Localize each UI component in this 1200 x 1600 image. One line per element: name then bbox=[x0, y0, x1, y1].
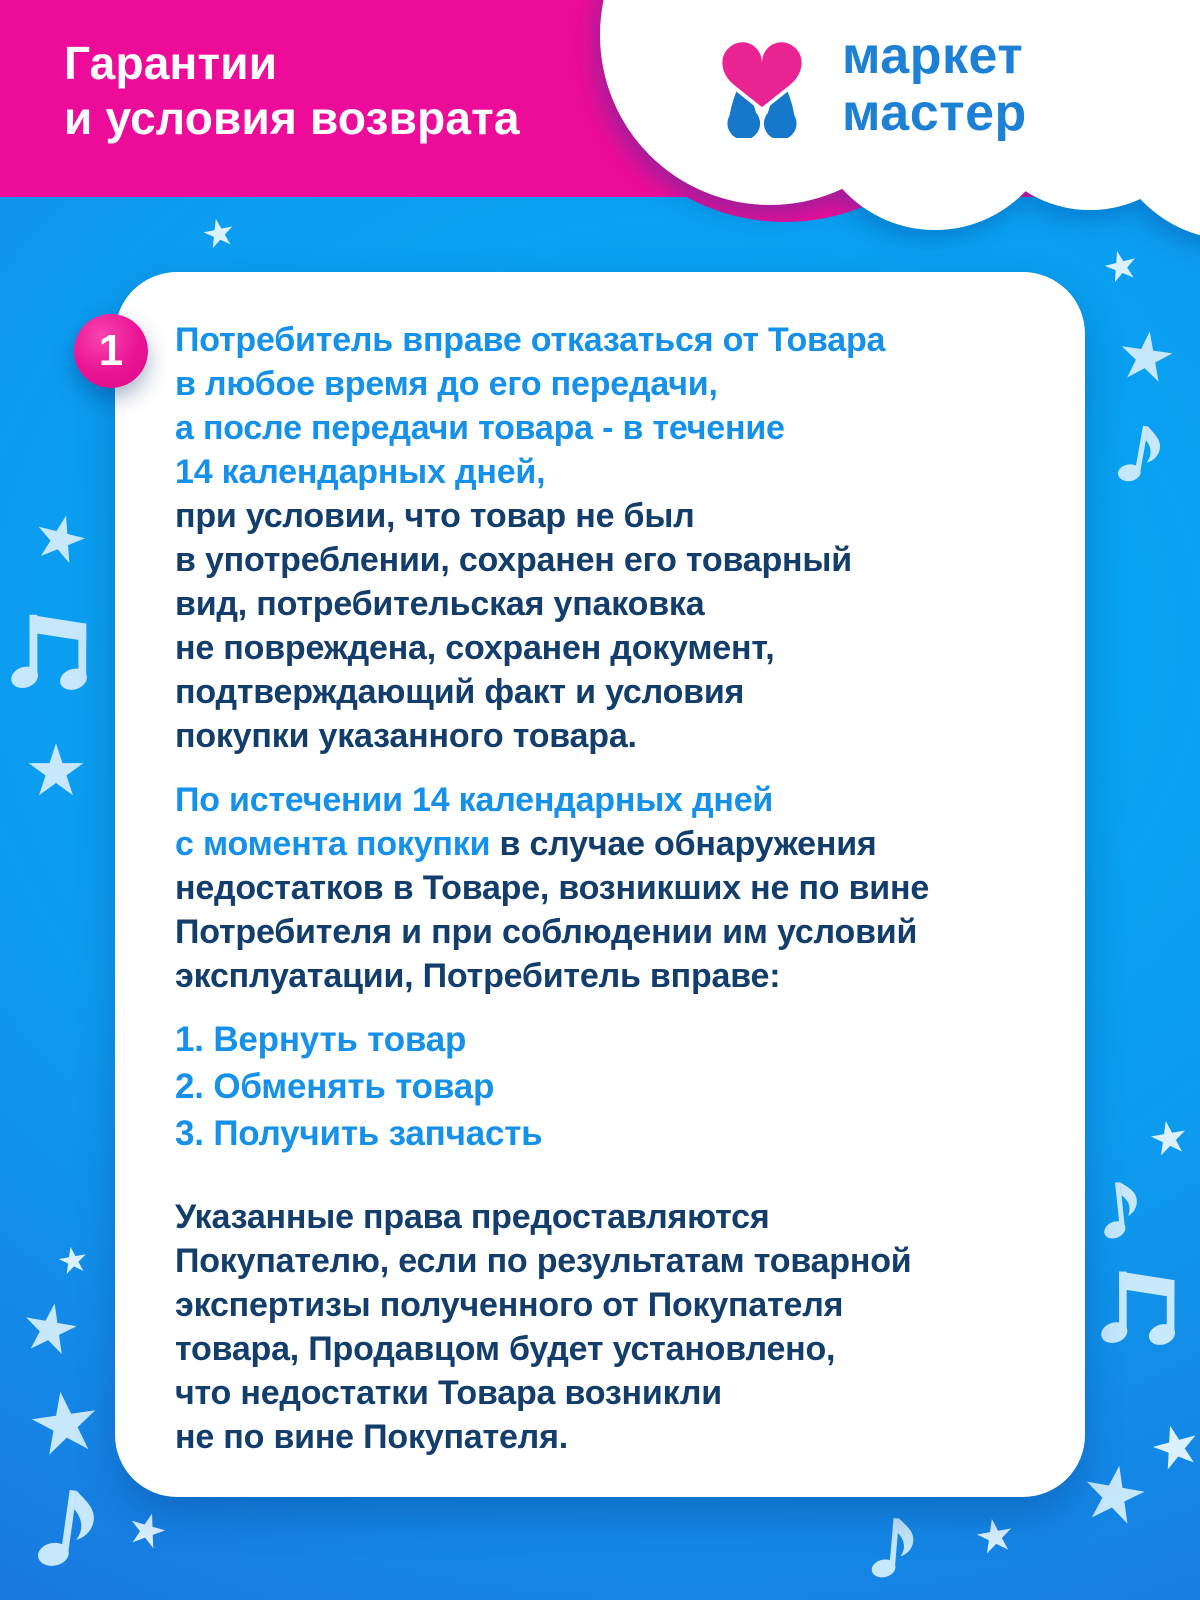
star-icon bbox=[1114, 326, 1177, 389]
list-item-exchange: 2. Обменять товар bbox=[175, 1067, 495, 1106]
market-master-logo-icon bbox=[714, 34, 810, 138]
content-card bbox=[115, 272, 1085, 1497]
star-icon bbox=[1077, 1459, 1151, 1533]
consumer-rights-list bbox=[175, 1016, 1039, 1157]
paragraph-after-14-days bbox=[175, 778, 1039, 998]
list-item-return: 1. Вернуть товар bbox=[175, 1020, 467, 1059]
list-item-spare-part: 3. Получить запчасть bbox=[175, 1114, 543, 1153]
music-note-icon bbox=[869, 1510, 923, 1581]
double-music-note-icon bbox=[1098, 1262, 1184, 1346]
step-1-number: 1 bbox=[98, 326, 124, 375]
paragraph-withdrawal-right-highlight: Потребитель вправе отказаться от Товара в любое время до его передачи, а после передачи товара - в течение 14 календарных дней, bbox=[175, 321, 886, 491]
music-note-icon bbox=[34, 1478, 108, 1573]
star-icon bbox=[123, 1507, 170, 1554]
logo-wordmark: маркет мастер bbox=[842, 27, 1027, 142]
page-title: Гарантии и условия возврата bbox=[64, 37, 520, 144]
star-icon bbox=[973, 1515, 1017, 1559]
paragraph-after-14-days-highlight: По истечении 14 календарных дней с момента покупки bbox=[175, 781, 774, 863]
paragraph-withdrawal-right bbox=[175, 318, 1039, 758]
music-note-icon bbox=[1115, 416, 1171, 487]
star-icon bbox=[18, 1298, 83, 1363]
paragraph-after-14-days-details: в случае обнаружения недостатков в Товаре, возникших не по вине Потребителя и при соблюдении им условий эксплуатации, Потребитель вправе: bbox=[175, 825, 930, 995]
star-icon bbox=[26, 742, 86, 802]
star-icon bbox=[56, 1244, 91, 1279]
paragraph-expertise-note: Указанные права предоставляются Покупателю, если по результатам товарной экспертизы полученного от Покупателя товара, Продавцом будет установлено, что недостатки Товара возникли не по вине Покупателя. bbox=[175, 1198, 912, 1456]
star-icon bbox=[1147, 1419, 1200, 1478]
star-icon bbox=[28, 508, 91, 571]
paragraph-withdrawal-right-conditions: при условии, что товар не был в употреблении, сохранен его товарный вид, потребительская упаковка не повреждена, сохранен документ, подтверждающий факт и условия покупки указанного товара. bbox=[175, 497, 852, 755]
double-music-note-icon bbox=[8, 605, 96, 691]
star-icon bbox=[1147, 1117, 1191, 1161]
step-1-badge bbox=[74, 314, 148, 388]
music-note-icon bbox=[1097, 1174, 1147, 1240]
star-icon bbox=[25, 1385, 104, 1464]
